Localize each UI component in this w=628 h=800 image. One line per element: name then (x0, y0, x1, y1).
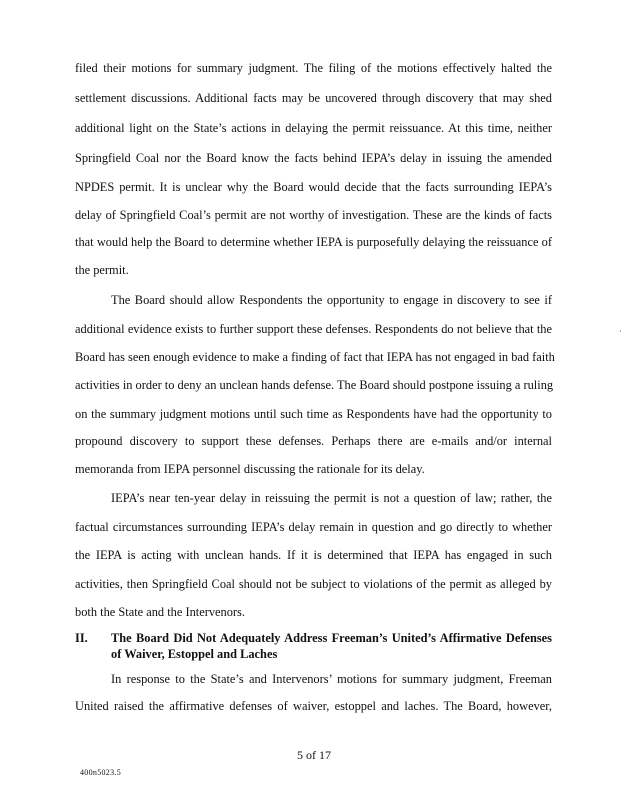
text-line: additional light on the State’s actions in delaying the permit reissuance. At this time, neither (75, 121, 552, 135)
text-line: IEPA’s near ten-year delay in reissuing the permit is not a question of law; rather, the (111, 491, 552, 505)
text-line: that would help the Board to determine whether IEPA is purposefully delaying the reissuance of (75, 235, 552, 249)
section-heading: of Waiver, Estoppel and Laches (111, 647, 278, 661)
text-line: The Board should allow Respondents the opportunity to engage in discovery to see if (111, 293, 552, 307)
text-line: factual circumstances surrounding IEPA’s delay remain in question and go directly to whether (75, 520, 552, 534)
text-line: United raised the affirmative defenses of waiver, estoppel and laches. The Board, however, (75, 699, 552, 713)
text-line: activities in order to deny an unclean hands defense. The Board should postpone issuing a ruling (75, 378, 554, 392)
section-number: II. (75, 631, 88, 645)
text-line: filed their motions for summary judgment. The filing of the motions effectively halted the (75, 61, 552, 75)
document-code: 400n5023.5 (80, 768, 121, 777)
text-line: Springfield Coal nor the Board know the facts behind IEPA’s delay in issuing the amended (75, 151, 552, 165)
text-line: Board has seen enough evidence to make a finding of fact that IEPA has not engaged in bad faith (75, 350, 555, 364)
text-line: both the State and the Intervenors. (75, 605, 245, 619)
text-line: propound discovery to support these defenses. Perhaps there are e-mails and/or internal (75, 434, 552, 448)
text-line: the IEPA is acting with unclean hands. If it is determined that IEPA has engaged in such (75, 548, 552, 562)
text-line: memoranda from IEPA personnel discussing the rationale for its delay. (75, 462, 425, 476)
text-line: delay of Springfield Coal’s permit are not worthy of investigation. These are the kinds of facts (75, 208, 552, 222)
text-line: on the summary judgment motions until such time as Respondents have had the opportunity to (75, 407, 552, 421)
text-line: the permit. (75, 263, 129, 277)
scan-mark: · (619, 327, 622, 336)
text-line: In response to the State’s and Intervenors’ motions for summary judgment, Freeman (111, 672, 552, 686)
text-line: settlement discussions. Additional facts may be uncovered through discovery that may shed (75, 91, 552, 105)
section-heading: The Board Did Not Adequately Address Freeman’s United’s Affirmative Defenses (111, 631, 552, 645)
text-line: NPDES permit. It is unclear why the Board would decide that the facts surrounding IEPA’s (75, 180, 552, 194)
page-number: 5 of 17 (297, 748, 331, 762)
text-line: activities, then Springfield Coal should not be subject to violations of the permit as alleged by (75, 577, 552, 591)
text-line: additional evidence exists to further support these defenses. Respondents do not believe that the (75, 322, 552, 336)
